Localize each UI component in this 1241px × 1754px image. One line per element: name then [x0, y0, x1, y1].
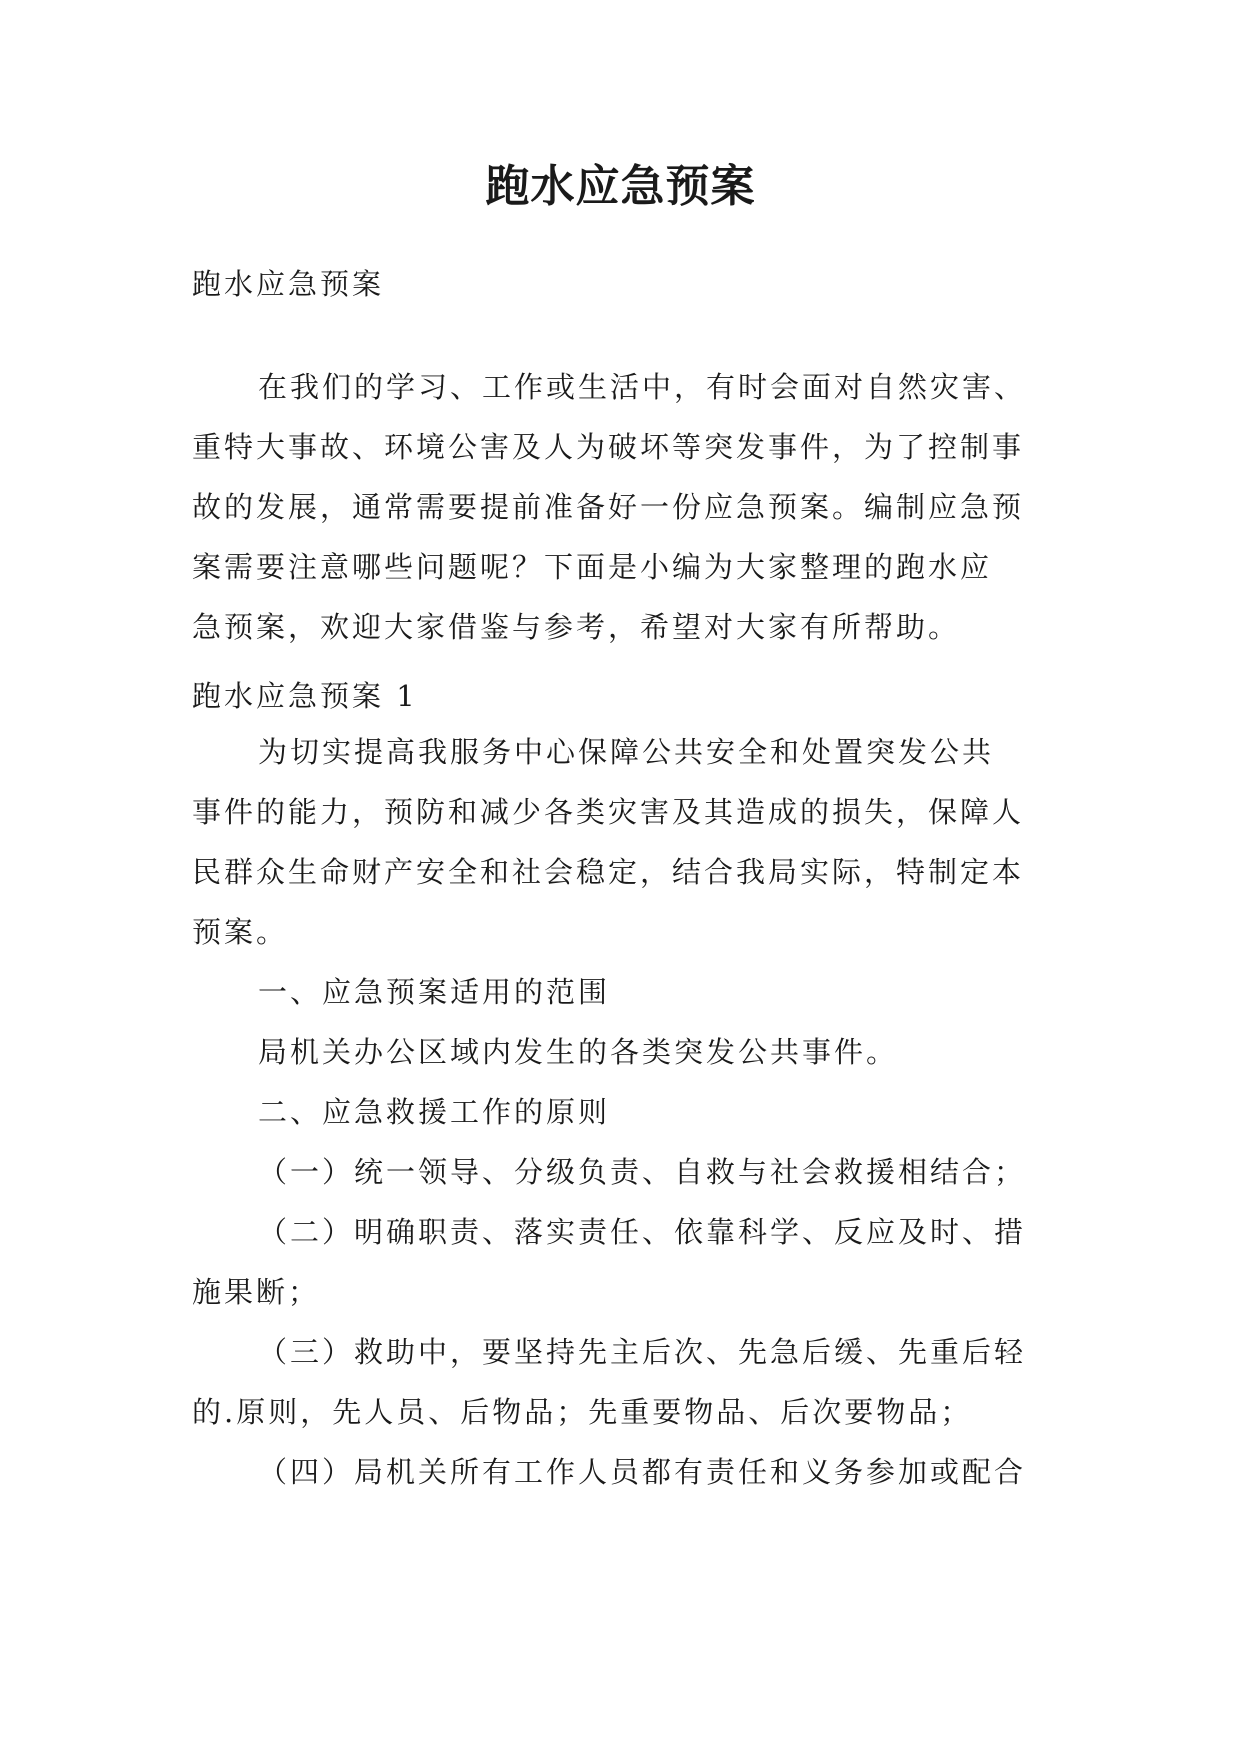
intro-line: 故的发展，通常需要提前准备好一份应急预案。编制应急预 [192, 490, 1025, 524]
body-line: 事件的能力，预防和减少各类灾害及其造成的损失，保障人 [192, 795, 1025, 829]
list-item-line: （四）局机关所有工作人员都有责任和义务参加或配合 [258, 1455, 1027, 1489]
intro-line: 在我们的学习、工作或生活中，有时会面对自然灾害、 [258, 370, 1027, 404]
body-line: 为切实提高我服务中心保障公共安全和处置突发公共 [258, 735, 995, 769]
body-line: 民群众生命财产安全和社会稳定，结合我局实际，特制定本 [192, 855, 1025, 889]
intro-line: 重特大事故、环境公害及人为破坏等突发事件，为了控制事 [192, 430, 1025, 464]
body-line: 局机关办公区域内发生的各类突发公共事件。 [258, 1035, 899, 1069]
list-item-line: 施果断； [192, 1275, 321, 1309]
intro-line: 案需要注意哪些问题呢？下面是小编为大家整理的跑水应 [192, 550, 993, 584]
section-heading: 跑水应急预案 1 [192, 679, 418, 713]
list-item-line: （二）明确职责、落实责任、依靠科学、反应及时、措 [258, 1215, 1027, 1249]
body-line: 预案。 [192, 915, 289, 949]
list-item-line: 的.原则，先人员、后物品；先重要物品、后次要物品； [192, 1395, 973, 1429]
list-item-line: （三）救助中，要坚持先主后次、先急后缓、先重后轻 [258, 1335, 1027, 1369]
body-text [192, 722, 1072, 1502]
heading-line: 二、应急救援工作的原则 [258, 1095, 611, 1129]
intro-paragraph [192, 357, 1072, 657]
heading-line: 一、应急预案适用的范围 [258, 975, 611, 1009]
intro-line: 急预案，欢迎大家借鉴与参考，希望对大家有所帮助。 [192, 610, 961, 644]
list-item-line: （一）统一领导、分级负责、自救与社会救援相结合； [258, 1155, 1027, 1189]
document-subtitle: 跑水应急预案 [192, 267, 385, 301]
document-title: 跑水应急预案 [485, 161, 756, 212]
